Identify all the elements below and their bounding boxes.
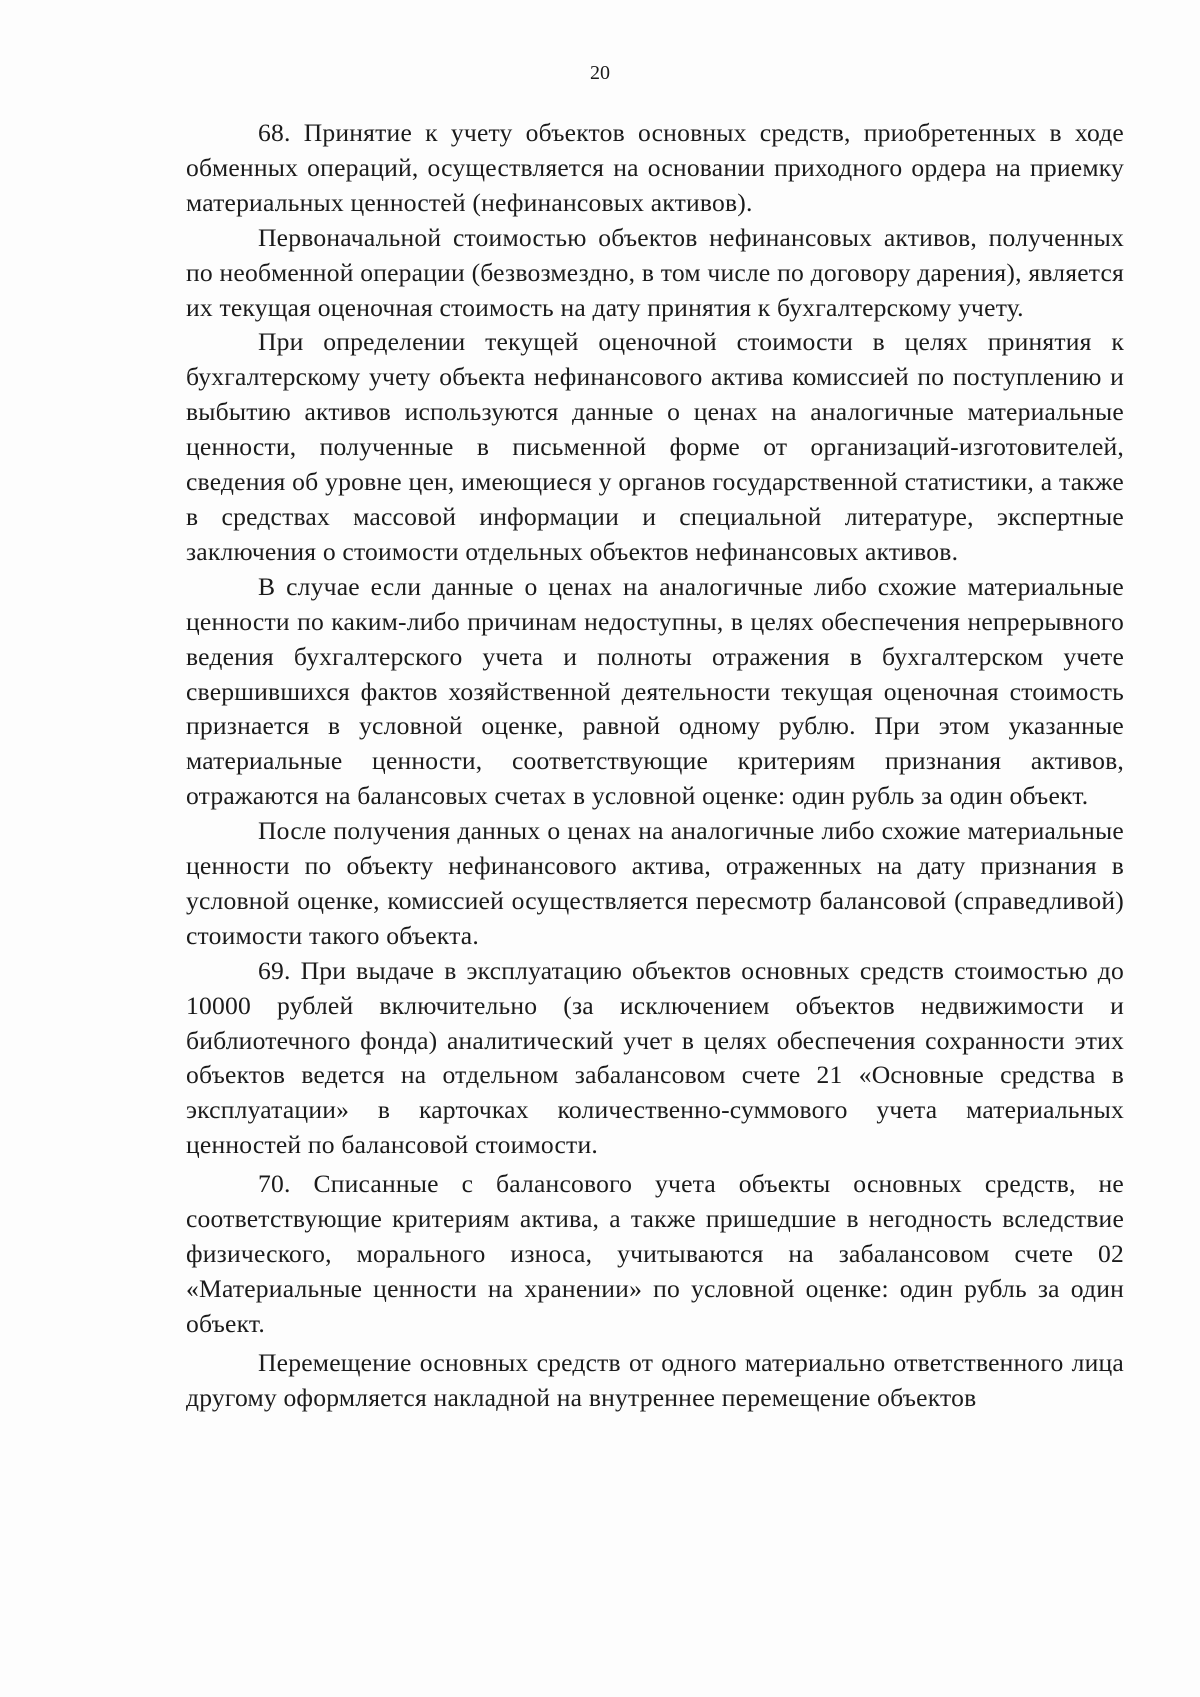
paragraph-conditional-valuation: В случае если данные о ценах на аналогичные либо схожие материальные ценности по каким-либо причинам недоступны, в целях обеспечения непрерывного ведения бухгалтерского учета и полноты отражения в бухгалтерском учете свершившихся фактов хозяйственной деятельности текущая оценочная стоимость признается в условной оценке, равной одному рублю. При этом указанные материальные ценности, соответствующие критериям признания активов, отражаются на балансовых счетах в условной оценке: один рубль за один объект. — [186, 571, 1124, 811]
document-body — [186, 116, 1124, 1416]
paragraph-transfer: Перемещение основных средств от одного материально ответственного лица другому оформляется накладной на внутреннее перемещение объектов — [186, 1347, 1124, 1412]
paragraph-69: 69. При выдаче в эксплуатацию объектов основных средств стоимостью до 10000 рублей включительно (за исключением объектов недвижимости и библиотечного фонда) аналитический учет в целях обеспечения сохранности этих объектов ведется на отдельном забалансовом счете 21 «Основные средства в эксплуатации» в карточках количественно-суммового учета материальных ценностей по балансовой стоимости. — [186, 955, 1124, 1160]
paragraph-current-valuation: При определении текущей оценочной стоимости в целях принятия к бухгалтерскому учету объекта нефинансового актива комиссией по поступлению и выбытию активов используются данные о ценах на аналогичные материальные ценности, полученные в письменной форме от организаций-изготовителей, сведения об уровне цен, имеющиеся у органов государственной статистики, а также в средствах массовой информации и специальной литературе, экспертные заключения о стоимости отдельных объектов нефинансовых активов. — [186, 327, 1124, 566]
paragraph-revaluation: После получения данных о ценах на аналогичные либо схожие материальные ценности по объекту нефинансового актива, отраженных на дату признания в условной оценке, комиссией осуществляется пересмотр балансовой (справедливой) стоимости такого объекта. — [186, 816, 1124, 950]
paragraph-70: 70. Списанные с балансового учета объекты основных средств, не соответствующие критериям актива, а также пришедшие в негодность вследствие физического, морального износа, учитываются на забалансовом счете 02 «Материальные ценности на хранении» по условной оценке: один рубль за один объект. — [186, 1169, 1124, 1338]
page-number: 20 — [590, 62, 610, 84]
paragraph-initial-cost: Первоначальной стоимостью объектов нефинансовых активов, полученных по необменной операции (безвозмездно, в том числе по договору дарения), является их текущая оценочная стоимость на дату принятия к бухгалтерскому учету. — [186, 222, 1124, 322]
paragraph-68: 68. Принятие к учету объектов основных средств, приобретенных в ходе обменных операций, осуществляется на основании приходного ордера на приемку материальных ценностей (нефинансовых активов). — [186, 118, 1124, 217]
